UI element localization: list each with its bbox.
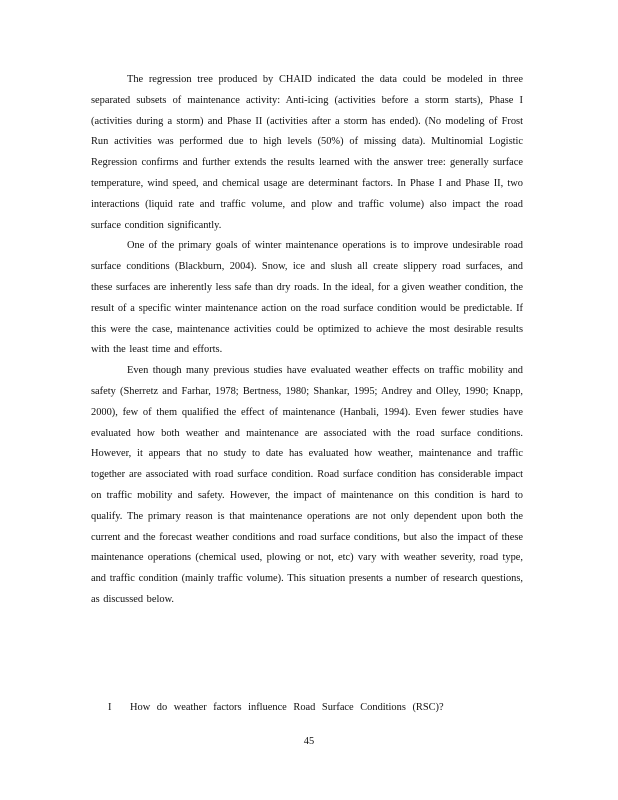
paragraph-regression-tree: The regression tree produced by CHAID indicated the data could be modeled in three separated subsets of maintenance activity: Anti-icing (activities before a storm starts), Phase I (activities during a storm) and Phase II (activities after a storm has ended). (No modeling of Frost Run activities was performed due to high levels (50%) of missing data). Multinomial Logistic Regression confirms and further extends the results learned with the answer tree: generally surface temperature, wind speed, and chemical usage are determinant factors. In Phase I and Phase II, two interactions (liquid rate and traffic volume, and plow and traffic volume) also impact the road surface condition significantly. <box>91 74 523 231</box>
paragraph-previous-studies: Even though many previous studies have evaluated weather effects on traffic mobility and safety (Sherretz and Farhar, 1978; Bertness, 1980; Shankar, 1995; Andrey and Olley, 1990; Knapp, 2000), few of them qualified the effect of maintenance (Hanbali, 1994). Even fewer studies have evaluated how both weather and maintenance are associated with the road surface conditions. However, it appears that no study to date has evaluated how weather, maintenance and traffic together are associated with road surface condition. Road surface condition has considerable impact on traffic mobility and safety. However, the impact of maintenance on this condition is hard to qualify. The primary reason is that maintenance operations are not only dependent upon both the current and the forecast weather conditions and road surface conditions, but also the impact of these maintenance operations (chemical used, plowing or not, etc) vary with weather severity, road type, and traffic condition (mainly traffic volume). This situation presents a number of research questions, as discussed below. <box>91 365 523 605</box>
question-text: How do weather factors influence Road Surface Conditions (RSC)? <box>130 702 444 713</box>
body-text <box>91 70 523 611</box>
question-number: I <box>108 702 112 713</box>
page-number: 45 <box>303 736 315 747</box>
paragraph-maintenance-goals: One of the primary goals of winter maintenance operations is to improve undesirable road surface conditions (Blackburn, 2004). Snow, ice and slush all create slippery road surfaces, and these surfaces are inherently less safe than dry roads. In the ideal, for a given weather condition, the result of a specific winter maintenance action on the road surface condition would be predictable. If this were the case, maintenance activities could be optimized to achieve the most desirable results with the least time and efforts. <box>91 240 523 356</box>
research-question <box>108 700 528 716</box>
